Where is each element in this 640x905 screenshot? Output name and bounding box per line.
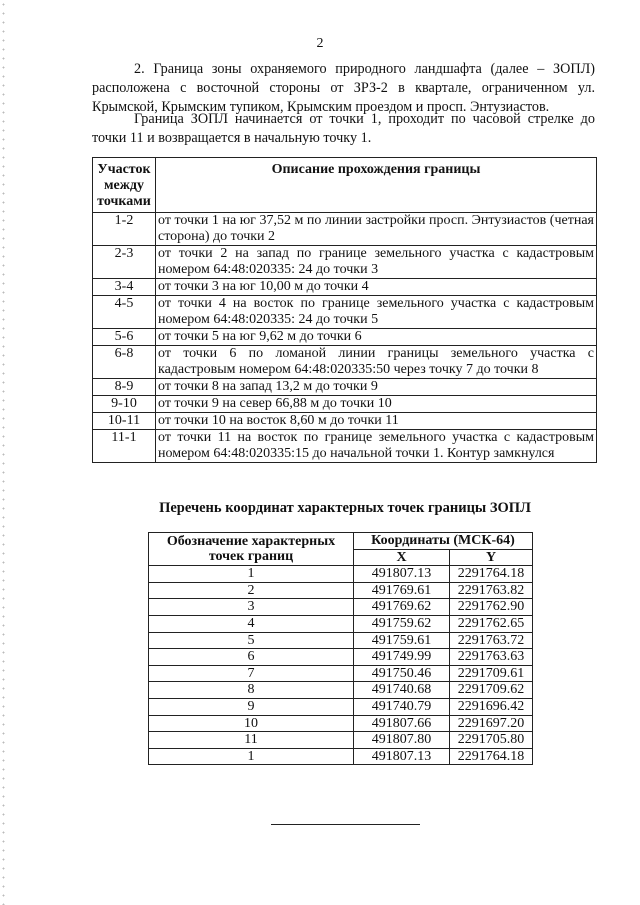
route-table-body [93,213,597,463]
coord-row [149,632,533,649]
coord-x-cell: 491769.61 [354,582,450,599]
route-description-cell: от точки 2 на запад по границе земельного участка с кадастровым номером 64:48:020335: 24 до точки 3 [156,246,597,279]
scan-edge-dots [2,0,5,905]
route-row [93,396,597,413]
coord-row [149,715,533,732]
route-row [93,413,597,430]
coord-x-cell: 491759.62 [354,615,450,632]
coord-point-cell: 3 [149,599,354,616]
coord-row [149,698,533,715]
segment-header: Участок между точками [93,158,156,213]
page-number: 2 [316,36,324,51]
description-header: Описание прохождения границы [156,158,597,213]
coord-row [149,682,533,699]
coord-point-cell: 7 [149,665,354,682]
coord-x-cell: 491750.46 [354,665,450,682]
route-segment-cell: 10-11 [93,413,156,430]
coord-x-cell: 491807.13 [354,748,450,765]
coord-y-cell: 2291764.18 [450,748,533,765]
coord-x-cell: 491749.99 [354,649,450,666]
coord-x-cell: 491759.61 [354,632,450,649]
coordinates-table-body [149,566,533,765]
coord-row [149,665,533,682]
coord-row [149,649,533,666]
route-description-cell: от точки 6 по ломаной линии границы земельного участка с кадастровым номером 64:48:020335:50 через точку 7 до точки 8 [156,346,597,379]
route-segment-cell: 1-2 [93,213,156,246]
route-segment-cell: 11-1 [93,430,156,463]
coord-point-cell: 2 [149,582,354,599]
coord-x-cell: 491769.62 [354,599,450,616]
route-segment-cell: 8-9 [93,379,156,396]
coord-y-cell: 2291762.90 [450,599,533,616]
coord-x-cell: 491740.68 [354,682,450,699]
coord-row [149,582,533,599]
route-description-cell: от точки 1 на юг 37,52 м по линии застройки просп. Энтузиастов (четная сторона) до точки 2 [156,213,597,246]
coord-x-cell: 491807.80 [354,732,450,749]
coord-x-cell: 491807.13 [354,566,450,583]
coordinates-title: Перечень координат характерных точек границы ЗОПЛ [159,500,531,516]
route-row [93,430,597,463]
route-segment-cell: 3-4 [93,279,156,296]
route-segment-cell: 2-3 [93,246,156,279]
coordinates-table [148,532,533,765]
coord-y-cell: 2291709.61 [450,665,533,682]
route-segment-cell: 9-10 [93,396,156,413]
route-description-cell: от точки 3 на юг 10,00 м до точки 4 [156,279,597,296]
coord-row [149,732,533,749]
route-description-cell: от точки 9 на север 66,88 м до точки 10 [156,396,597,413]
route-segment-cell: 5-6 [93,329,156,346]
signature-line [271,824,420,825]
coord-point-cell: 1 [149,748,354,765]
route-segment-cell: 4-5 [93,296,156,329]
coord-point-cell: 10 [149,715,354,732]
coord-header-row-1 [149,533,533,550]
coord-point-cell: 5 [149,632,354,649]
route-description-cell: от точки 8 на запад 13,2 м до точки 9 [156,379,597,396]
route-description-cell: от точки 11 на восток по границе земельного участка с кадастровым номером 64:48:020335:15 до начальной точки 1. Контур замкнулся [156,430,597,463]
route-segment-cell: 6-8 [93,346,156,379]
route-row [93,296,597,329]
coord-point-cell: 11 [149,732,354,749]
coord-row [149,615,533,632]
coord-y-cell: 2291705.80 [450,732,533,749]
route-row [93,346,597,379]
paragraph-boundary-start: Граница ЗОПЛ начинается от точки 1, проходит по часовой стрелке до точки 11 и возвращается в начальную точку 1. [92,111,595,146]
route-row [93,246,597,279]
coord-y-cell: 2291709.62 [450,682,533,699]
route-table-header-row [93,158,597,213]
boundary-route-table [92,157,597,463]
route-description-cell: от точки 4 на восток по границе земельного участка с кадастровым номером 64:48:020335: 24 до точки 5 [156,296,597,329]
paragraph-zone-boundary: 2. Граница зоны охраняемого природного ландшафта (далее – ЗОПЛ) расположена с восточной стороны от ЗРЗ-2 в квартале, ограниченном ул. Крымской, Крымским тупиком, Крымским проездом и просп. Энтузиастов. [92,61,595,115]
coord-point-cell: 6 [149,649,354,666]
coord-row [149,748,533,765]
point-header: Обозначение характерных точек границ [149,533,354,566]
route-row [93,379,597,396]
route-row [93,279,597,296]
coord-y-cell: 2291763.82 [450,582,533,599]
route-description-cell: от точки 5 на юг 9,62 м до точки 6 [156,329,597,346]
route-description-cell: от точки 10 на восток 8,60 м до точки 11 [156,413,597,430]
coord-y-cell: 2291762.65 [450,615,533,632]
coord-point-cell: 4 [149,615,354,632]
coord-row [149,599,533,616]
coord-row [149,566,533,583]
coordinate-system-header: Координаты (МСК-64) [354,533,533,550]
coord-y-cell: 2291696.42 [450,698,533,715]
coord-x-cell: 491807.66 [354,715,450,732]
coord-x-cell: 491740.79 [354,698,450,715]
y-header: Y [450,549,533,566]
coord-point-cell: 9 [149,698,354,715]
coord-point-cell: 1 [149,566,354,583]
coord-y-cell: 2291763.72 [450,632,533,649]
coord-y-cell: 2291763.63 [450,649,533,666]
route-row [93,329,597,346]
route-row [93,213,597,246]
coord-y-cell: 2291764.18 [450,566,533,583]
coord-point-cell: 8 [149,682,354,699]
x-header: X [354,549,450,566]
coord-y-cell: 2291697.20 [450,715,533,732]
